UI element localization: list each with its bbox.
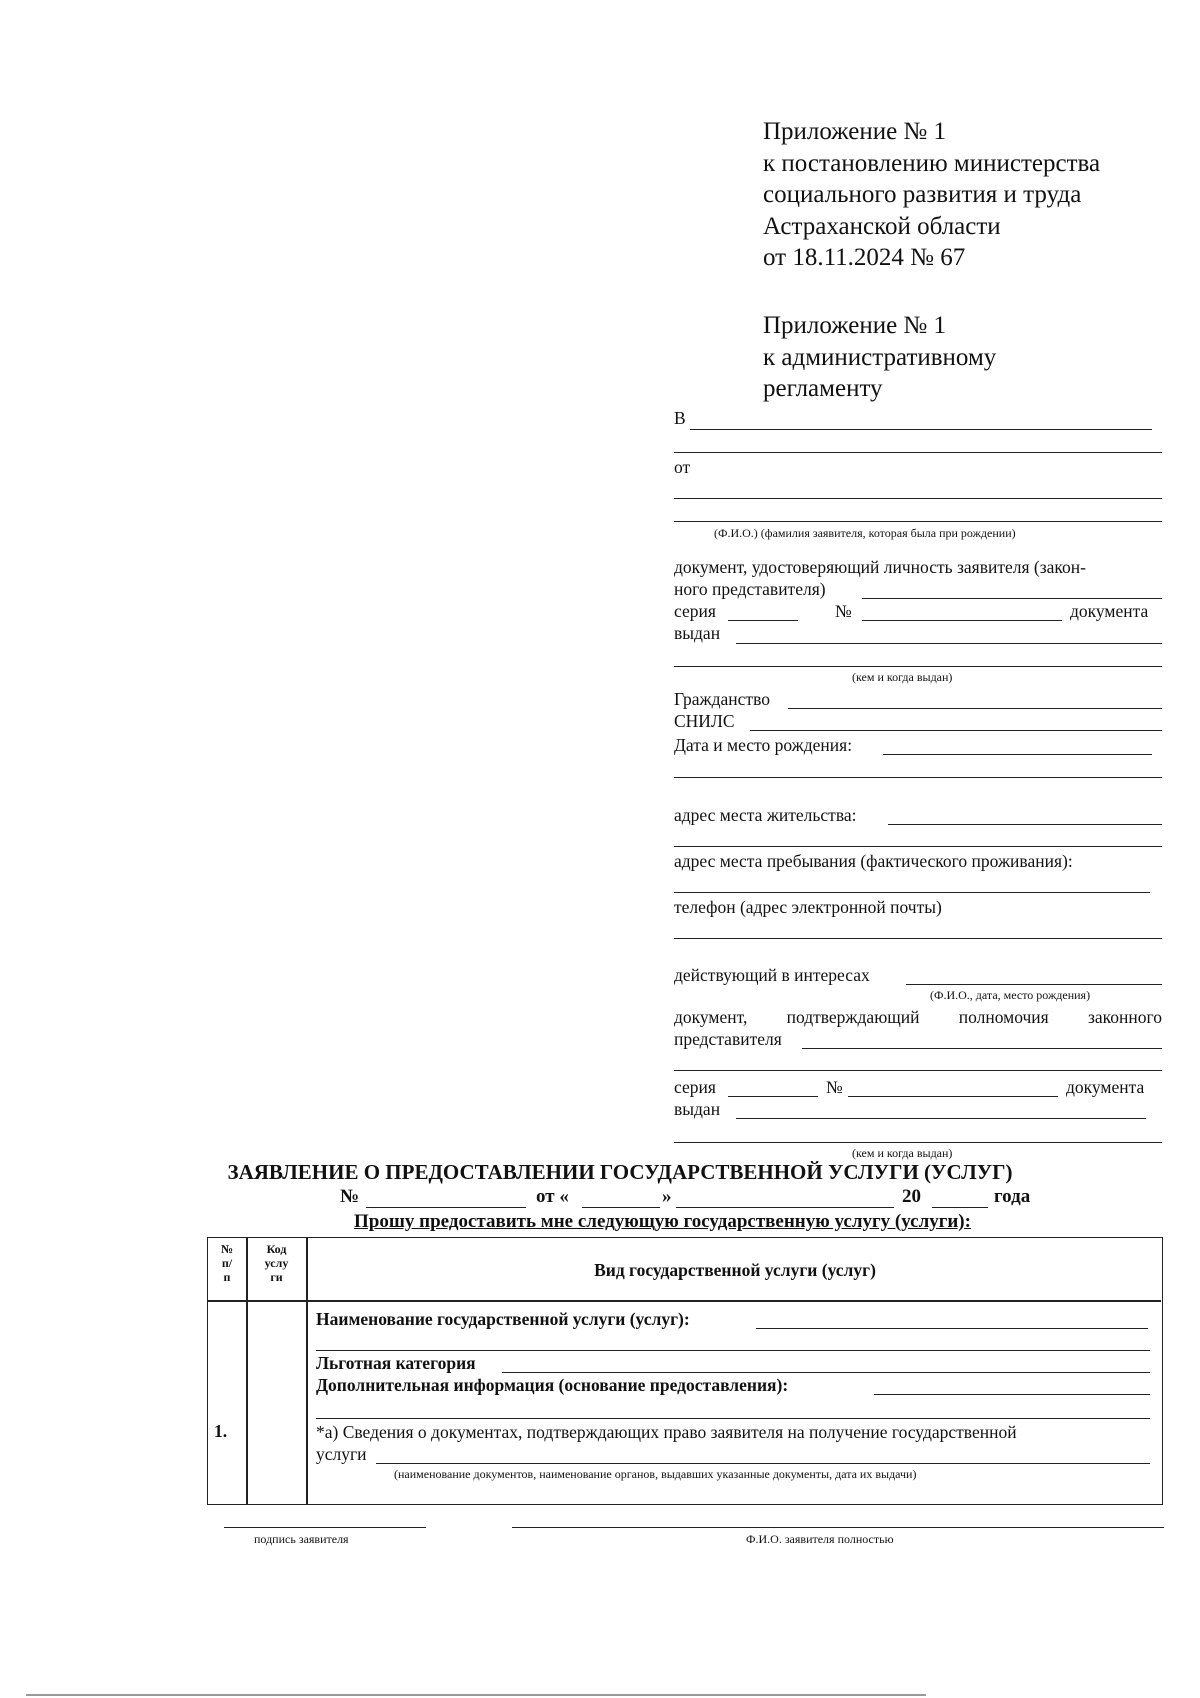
phone-label: телефон (адрес электронной почты) bbox=[674, 897, 942, 917]
header-code-line: Код bbox=[266, 1242, 287, 1256]
from-field[interactable] bbox=[674, 498, 1162, 499]
citizenship-label: Гражданство bbox=[674, 689, 770, 709]
statement-quote-close: » bbox=[662, 1186, 672, 1207]
series-field[interactable] bbox=[728, 620, 798, 621]
statement-year-label: года bbox=[994, 1186, 1031, 1207]
fio-full-label: Ф.И.О. заявителя полностью bbox=[746, 1532, 894, 1546]
appendix-line: от 18.11.2024 № 67 bbox=[763, 244, 966, 271]
id-doc-label: документ, удостоверяющий личность заявителя (закон- bbox=[674, 557, 1086, 577]
id-doc-label-cont: ного представителя) bbox=[674, 579, 826, 599]
appendix-line: к постановлению министерства bbox=[763, 149, 1101, 177]
issued2-field[interactable] bbox=[736, 1118, 1146, 1119]
issued2-field-continuation[interactable] bbox=[674, 1142, 1162, 1143]
statement-year-field[interactable] bbox=[932, 1207, 988, 1208]
to-label: В bbox=[674, 408, 686, 428]
statement-number-field[interactable] bbox=[366, 1207, 526, 1208]
documents-label: *а) Сведения о документах, подтверждающих право заявителя на получение государственной bbox=[316, 1422, 1017, 1442]
header-type: Вид государственной услуги (услуг) bbox=[594, 1260, 876, 1280]
service-name-field[interactable] bbox=[756, 1328, 1148, 1329]
residence-field-continuation[interactable] bbox=[674, 846, 1162, 847]
bottom-edge-line bbox=[26, 1694, 926, 1696]
series2-field[interactable] bbox=[728, 1096, 818, 1097]
series-label: серия bbox=[674, 601, 716, 621]
phone-field[interactable] bbox=[674, 938, 1162, 939]
birth-label: Дата и место рождения: bbox=[674, 735, 853, 755]
rep-doc-label-cont: представителя bbox=[674, 1029, 782, 1049]
citizenship-field[interactable] bbox=[788, 708, 1162, 709]
statement-number-row bbox=[0, 1186, 1200, 1212]
to-field[interactable] bbox=[690, 429, 1152, 430]
row-number: 1. bbox=[214, 1421, 228, 1441]
issued-field-continuation[interactable] bbox=[674, 666, 1162, 667]
issued2-label: выдан bbox=[674, 1099, 721, 1119]
rep-doc-field-continuation[interactable] bbox=[674, 1070, 1162, 1071]
header-num-line: п/ bbox=[221, 1256, 233, 1270]
category-label: Льготная категория bbox=[316, 1353, 476, 1373]
from-field-continuation[interactable] bbox=[674, 521, 1162, 522]
issued-label: выдан bbox=[674, 623, 721, 643]
header-num-line: № bbox=[220, 1242, 234, 1256]
appendix-line: к административному bbox=[763, 343, 997, 371]
documents-label-cont: услуги bbox=[316, 1444, 367, 1464]
services-table bbox=[207, 1237, 1163, 1505]
document-label: документа bbox=[1070, 601, 1149, 621]
category-field[interactable] bbox=[502, 1372, 1150, 1373]
documents-field[interactable] bbox=[376, 1463, 1150, 1464]
extra-info-field-continuation[interactable] bbox=[316, 1418, 1150, 1419]
statement-title: ЗАЯВЛЕНИЕ О ПРЕДОСТАВЛЕНИИ ГОСУДАРСТВЕННОЙ УСЛУГИ (УСЛУГ) bbox=[227, 1160, 1013, 1184]
statement-year-prefix: 20 bbox=[902, 1186, 921, 1207]
interests-hint: (Ф.И.О., дата, место рождения) bbox=[930, 988, 1091, 1002]
from-label: от bbox=[674, 457, 691, 477]
stay-label: адрес места пребывания (фактического проживания): bbox=[674, 851, 1073, 871]
appendix-line: регламенту bbox=[763, 375, 883, 402]
header-code-line: услу bbox=[264, 1256, 289, 1270]
rep-doc-field[interactable] bbox=[802, 1048, 1162, 1049]
request-line: Прошу предоставить мне следующую государственную услугу (услуги): bbox=[354, 1211, 971, 1232]
appendix-line: социального развития и труда bbox=[763, 181, 1082, 208]
fio-hint: (Ф.И.О.) (фамилия заявителя, которая была при рождении) bbox=[714, 526, 1016, 540]
document2-label: документа bbox=[1066, 1077, 1145, 1097]
number2-label: № bbox=[826, 1077, 843, 1097]
header-code bbox=[247, 1242, 306, 1284]
statement-day-field[interactable] bbox=[582, 1207, 660, 1208]
stay-field[interactable] bbox=[674, 892, 1150, 893]
header-code-line: ги bbox=[270, 1270, 283, 1284]
extra-info-label: Дополнительная информация (основание предоставления): bbox=[316, 1375, 789, 1395]
residence-label: адрес места жительства: bbox=[674, 805, 857, 825]
statement-no-label: № bbox=[340, 1186, 360, 1207]
appendix-line: Приложение № 1 bbox=[763, 312, 947, 339]
interests-field[interactable] bbox=[906, 984, 1162, 985]
snils-field[interactable] bbox=[750, 730, 1162, 731]
interests-label: действующий в интересах bbox=[674, 965, 870, 985]
to-field-continuation[interactable] bbox=[674, 452, 1162, 453]
number-field[interactable] bbox=[862, 620, 1062, 621]
header-num bbox=[208, 1242, 246, 1284]
issued-hint: (кем и когда выдан) bbox=[852, 670, 953, 684]
service-name-label: Наименование государственной услуги (услуг): bbox=[316, 1309, 690, 1329]
statement-month-field[interactable] bbox=[676, 1207, 894, 1208]
signature-field[interactable] bbox=[224, 1527, 426, 1528]
row-divider bbox=[208, 1300, 1161, 1302]
appendix-line: Астраханской области bbox=[763, 212, 1001, 240]
residence-field[interactable] bbox=[888, 824, 1162, 825]
fio-full-field[interactable] bbox=[512, 1527, 1164, 1528]
header-num-line: п bbox=[223, 1270, 231, 1284]
birth-field[interactable] bbox=[883, 754, 1152, 755]
rep-doc-label: документ, подтверждающий полномочия законного bbox=[674, 1007, 1162, 1027]
extra-info-field[interactable] bbox=[874, 1394, 1150, 1395]
birth-field-continuation[interactable] bbox=[674, 777, 1162, 778]
signature-label: подпись заявителя bbox=[254, 1532, 349, 1546]
statement-from-label: от « bbox=[536, 1186, 569, 1207]
service-name-field-continuation[interactable] bbox=[316, 1350, 1150, 1351]
snils-label: СНИЛС bbox=[674, 711, 735, 731]
issued2-hint: (кем и когда выдан) bbox=[852, 1146, 953, 1160]
number-label: № bbox=[835, 601, 852, 621]
documents-hint: (наименование документов, наименование органов, выдавших указанные документы, дата их выдачи) bbox=[394, 1467, 917, 1481]
id-doc-field[interactable] bbox=[862, 598, 1162, 599]
number2-field[interactable] bbox=[848, 1096, 1058, 1097]
series2-label: серия bbox=[674, 1077, 716, 1097]
issued-field[interactable] bbox=[736, 643, 1162, 644]
appendix-line: Приложение № 1 bbox=[763, 118, 947, 145]
